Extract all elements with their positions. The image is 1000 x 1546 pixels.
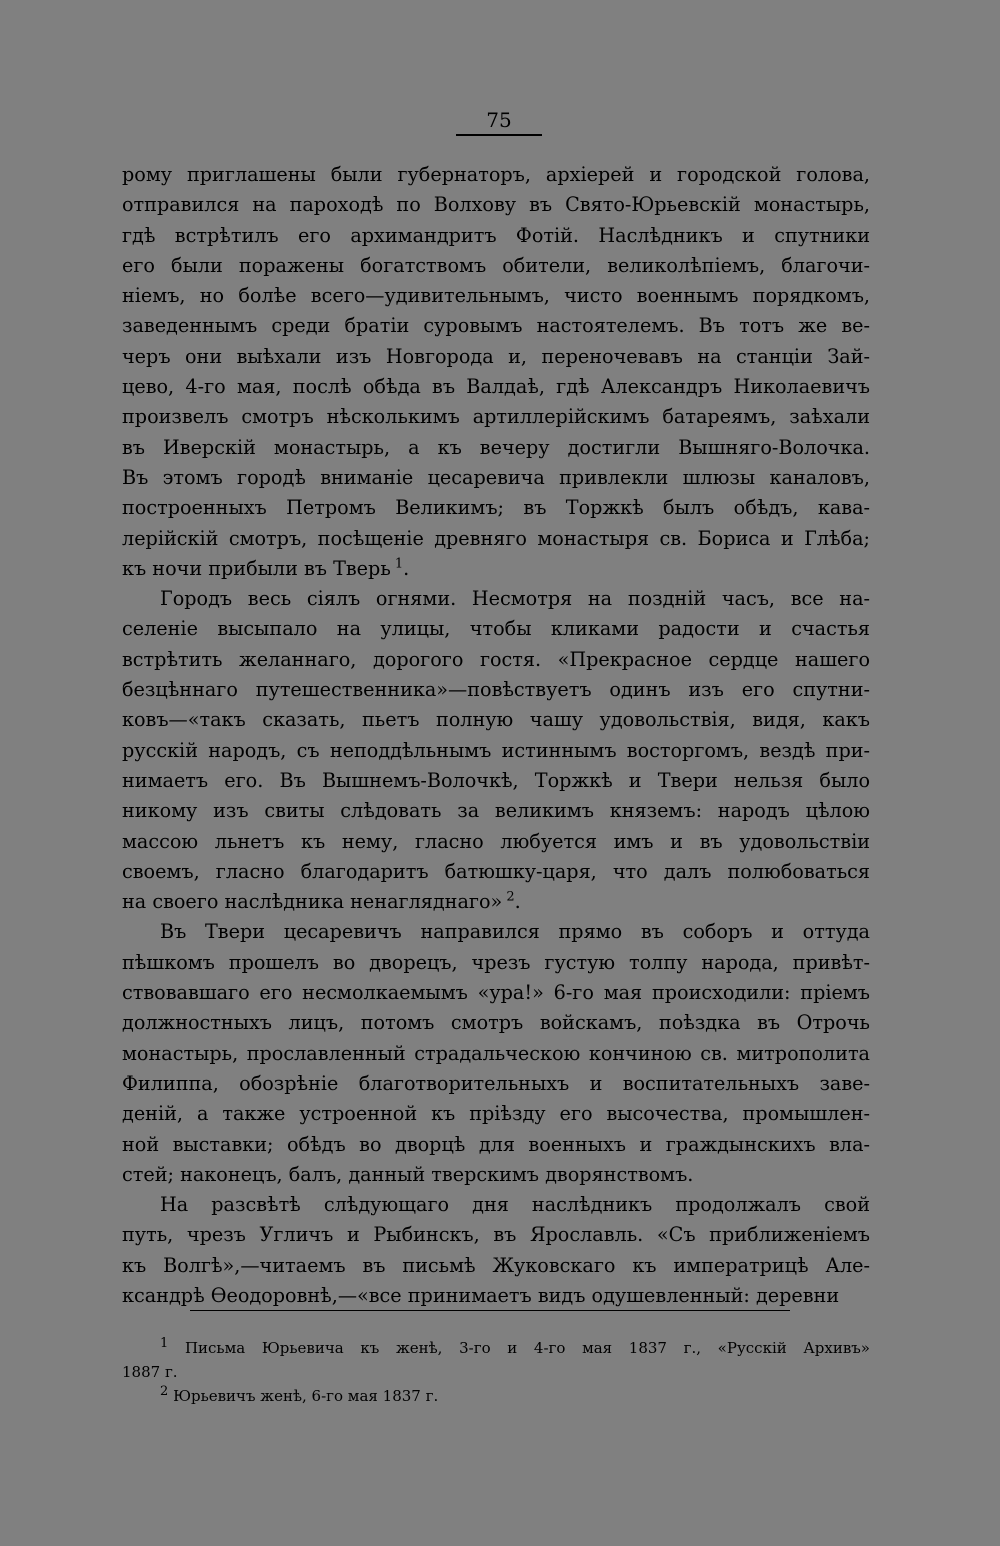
text-line [122,917,870,947]
text-line-content: встрѣтить желаннаго, дорогого гостя. «Прекрасное сердце нашего [122,647,870,671]
text-line [122,463,870,493]
text-line-content: произвелъ смотръ нѣсколькимъ артиллерійскимъ батареямъ, заѣхали [122,405,870,429]
text-line-content: монастырь, прославленный страдальческою кончиною св. митрополита [122,1041,870,1065]
text-line [122,978,870,1008]
text-line [122,705,870,735]
text-line [122,342,870,372]
paragraph [122,917,870,1190]
footnote-mark: 1 [160,1336,169,1351]
text-line-content: нимаетъ его. Въ Вышнемъ-Волочкѣ, Торжкѣ и Твери нельзя было [122,768,870,792]
text-line [122,1039,870,1069]
text-line [122,190,870,220]
paragraph [122,160,870,584]
text-line [122,1069,870,1099]
text-line [122,645,870,675]
text-line-content: На разсвѣтѣ слѣдующаго дня наслѣдникъ продолжалъ свой [160,1193,870,1217]
text-line [122,493,870,523]
footnote-line [122,1360,870,1384]
text-line [122,372,870,402]
text-line-content: въ Иверскій монастырь, а къ вечеру достигли Вышняго-Волочка. [122,435,870,459]
footnote-text: 1887 г. [122,1363,178,1381]
text-line [122,766,870,796]
text-line [122,311,870,341]
text-line-content: гдѣ встрѣтилъ его архимандритъ Фотій. Наслѣдникъ и спутники [122,223,870,247]
text-line [122,1008,870,1038]
text-line-content: Въ Твери цесаревичъ направился прямо въ соборъ и оттуда [160,920,870,944]
text-line-content: къ Волгѣ»,—читаемъ въ письмѣ Жуковскаго къ императрицѣ Але- [122,1253,870,1277]
page-number: 75 [456,108,542,136]
text-line-content: деній, а также устроенной къ пріѣзду его высочества, промышлен- [122,1102,870,1126]
text-line-content: ніемъ, но болѣе всего—удивительнымъ, чисто военнымъ порядкомъ, [122,284,870,308]
text-line-content: стей; наконецъ, балъ, данный тверскимъ дворянствомъ. [122,1162,694,1186]
text-line-content: заведеннымъ среди братіи суровымъ настоятелемъ. Въ тотъ же ве- [122,314,870,338]
footnote-line [122,1384,870,1408]
text-line [122,402,870,432]
text-line [122,554,870,584]
text-line-content: пѣшкомъ прошелъ во дворецъ, чрезъ густую толпу народа, привѣт- [122,950,870,974]
paragraph [122,584,870,917]
text-line [122,948,870,978]
text-line-content: ксандрѣ Ѳеодоровнѣ,—«все принимаетъ видъ одушевленный: деревни [122,1283,840,1307]
footnote-line [122,1336,870,1360]
text-line [122,1251,870,1281]
text-line [122,281,870,311]
text-line [122,584,870,614]
text-line-content: построенныхъ Петромъ Великимъ; въ Торжкѣ былъ обѣдъ, кава- [122,496,870,520]
text-line-content: никому изъ свиты слѣдовать за великимъ княземъ: народъ цѣлою [122,799,870,823]
text-line [122,1130,870,1160]
footnote-text: Письма Юрьевича къ женѣ, 3-го и 4-го мая 1837 г., «Русскій Архивъ» [184,1339,870,1357]
punctuation: . [514,890,521,914]
text-line [122,887,870,917]
text-line [122,796,870,826]
footnote-mark: 2 [160,1384,169,1399]
text-line-content: безцѣннаго путешественника»—повѣствуетъ одинъ изъ его спутни- [122,678,870,702]
footnote [122,1384,870,1408]
paragraph [122,1190,870,1311]
text-line [122,1099,870,1129]
punctuation: . [403,556,410,580]
text-line [122,675,870,705]
text-line-content: его были поражены богатствомъ обители, великолѣпіемъ, благочи- [122,253,870,277]
text-line-content: отправился на пароходѣ по Волхову въ Свято-Юрьевскій монастырь, [122,193,870,217]
text-line [122,1220,870,1250]
text-line [122,433,870,463]
text-line-content: ной выставки; обѣдъ во дворцѣ для военныхъ и граждынскихъ вла- [122,1132,870,1156]
text-line-content: на своего наслѣдника ненагляднаго» [122,890,503,914]
text-line [122,857,870,887]
text-line-content: цево, 4-го мая, послѣ обѣда въ Валдаѣ, гдѣ Александръ Николаевичъ [122,375,870,399]
footnote-reference[interactable]: 1 [390,556,404,572]
text-line-content: Въ этомъ городѣ вниманіе цесаревича привлекли шлюзы каналовъ, [122,465,870,489]
text-line-content: ствовавшаго его несмолкаемымъ «ура!» 6-го мая происходили: пріемъ [122,981,870,1005]
body-text [122,160,870,1311]
footnote-text: Юрьевичъ женѣ, 6-го мая 1837 г. [173,1387,439,1405]
text-line-content: черъ они выѣхали изъ Новгорода и, переночевавъ на станціи Зай- [122,344,870,368]
text-line [122,251,870,281]
text-line-content: массою льнетъ къ нему, гласно любуется имъ и въ удовольствіи [122,829,870,853]
text-line [122,1281,870,1311]
text-line-content: лерійскій смотръ, посѣщеніе древняго монастыря св. Бориса и Глѣба; [122,526,870,550]
text-line [122,524,870,554]
footnotes [122,1336,870,1408]
text-line-content: Филиппа, обозрѣніе благотворительныхъ и воспитательныхъ заве- [122,1071,870,1095]
text-line-content: путь, чрезъ Угличъ и Рыбинскъ, въ Ярославль. «Съ приближеніемъ [122,1223,870,1247]
text-line-content: русскій народъ, съ неподдѣльнымъ истиннымъ восторгомъ, вездѣ при- [122,738,870,762]
text-line-content: къ ночи прибыли въ Тверь [122,556,391,580]
text-line-content: Городъ весь сіялъ огнями. Несмотря на поздній часъ, все на- [160,587,870,611]
text-line-content: рому приглашены были губернаторъ, архіерей и городской голова, [122,163,870,186]
footnote-divider [190,1310,790,1311]
text-line-content: селеніе высыпало на улицы, чтобы кликами радости и счастья [122,617,870,641]
footnote [122,1336,870,1384]
text-line-content: должностныхъ лицъ, потомъ смотръ войскамъ, поѣздка въ Отрочь [122,1011,870,1035]
text-line [122,614,870,644]
text-line [122,1190,870,1220]
text-line [122,827,870,857]
text-line [122,1160,870,1190]
text-line-content: своемъ, гласно благодаритъ батюшку-царя, что далъ полюбоваться [122,859,870,883]
text-line-content: ковъ—«такъ сказать, пьетъ полную чашу удовольствія, видя, какъ [122,708,870,732]
text-line [122,736,870,766]
text-line [122,221,870,251]
footnote-reference[interactable]: 2 [502,889,515,905]
text-line [122,160,870,190]
